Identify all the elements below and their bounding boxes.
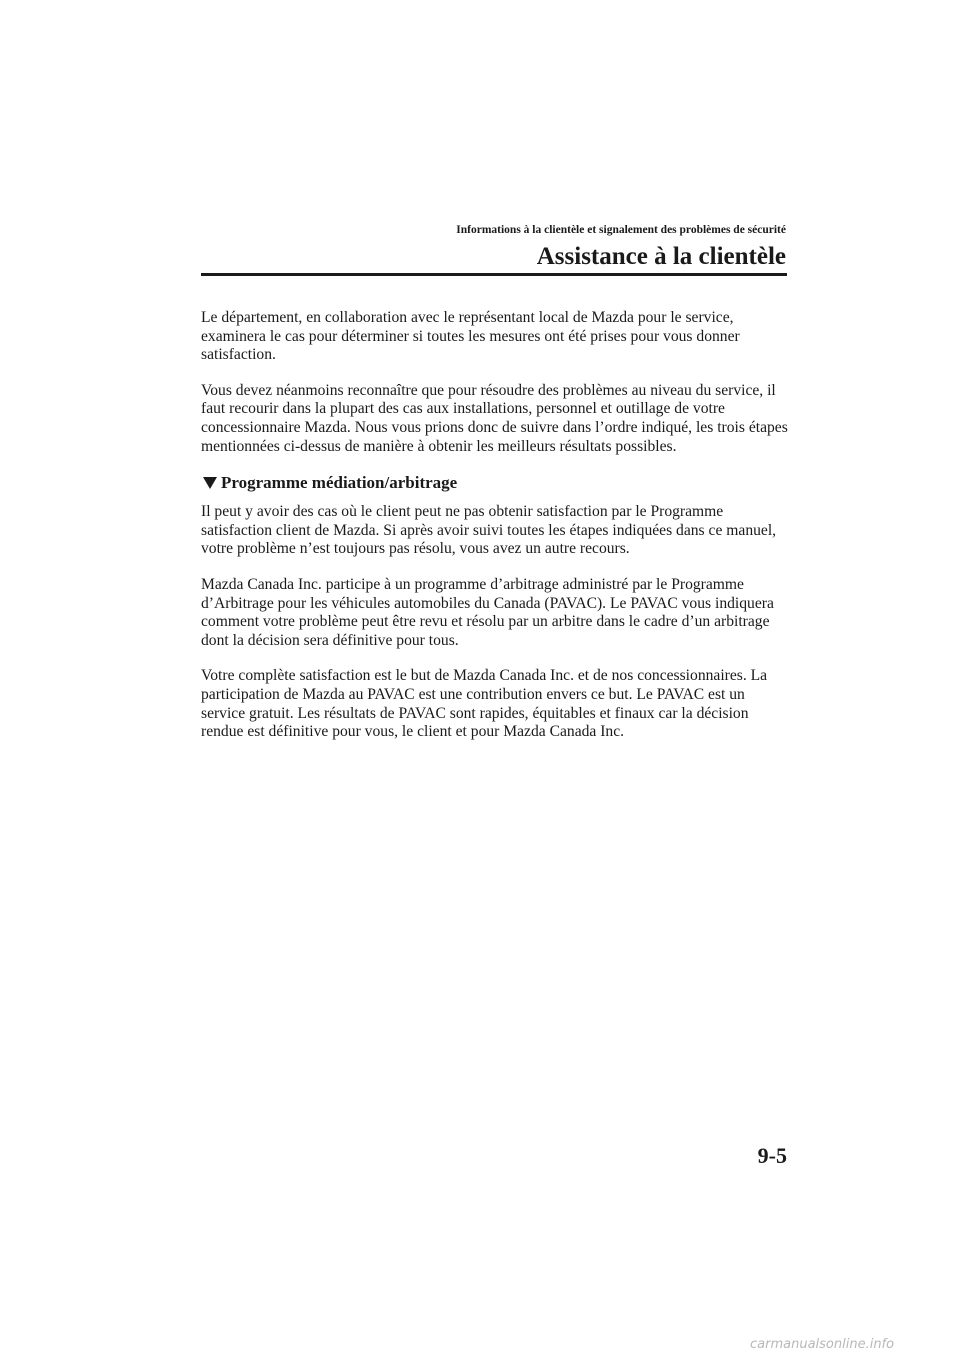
section-heading: [201, 473, 791, 493]
watermark: carmanualsonline.info: [750, 1337, 895, 1352]
page-number: 9-5: [757, 1143, 787, 1168]
header-subtitle: Informations à la clientèle et signalement des problèmes de sécurité: [456, 224, 786, 236]
paragraph: Vous devez néanmoins reconnaître que pour résoudre des problèmes au niveau du service, il faut recourir dans la plupart des cas aux installations, personnel et outillage de votre concessionnaire Mazda. Nous vous prions donc de suivre dans l’ordre indiqué, les trois étapes mentionnées ci-dessus de manière à obtenir les meilleurs résultats possibles.: [201, 381, 788, 455]
paragraph: Votre complète satisfaction est le but de Mazda Canada Inc. et de nos concessionnaires. La participation de Mazda au PAVAC est une contribution envers ce but. Le PAVAC est un service gratuit. Les résultats de PAVAC sont rapides, équitables et finaux car la décision rendue est définitive pour vous, le client et pour Mazda Canada Inc.: [201, 667, 768, 741]
paragraph: Mazda Canada Inc. participe à un programme d’arbitrage administré par le Programme d’Arbitrage pour les véhicules automobiles du Canada (PAVAC). Le PAVAC vous indiquera comment votre problème peut être revu et résolu par un arbitre dans le cadre d’un arbitrage dont la décision sera définitive pour tous.: [201, 575, 774, 649]
triangle-down-icon: [203, 477, 217, 489]
page-content: [201, 309, 791, 759]
paragraph: Le département, en collaboration avec le représentant local de Mazda pour le service, examinera le cas pour déterminer si toutes les mesures ont été prises pour vous donner satisfaction.: [201, 309, 740, 364]
page-title: Assistance à la clientèle: [536, 243, 786, 270]
paragraph: Il peut y avoir des cas où le client peut ne pas obtenir satisfaction par le Programme satisfaction client de Mazda. Si après avoir suivi toutes les étapes indiquées dans ce manuel, votre problème n’est toujours pas résolu, vous avez un autre recours.: [201, 503, 777, 558]
section-heading-text: Programme médiation/arbitrage: [221, 473, 458, 493]
header-divider: [201, 273, 787, 276]
